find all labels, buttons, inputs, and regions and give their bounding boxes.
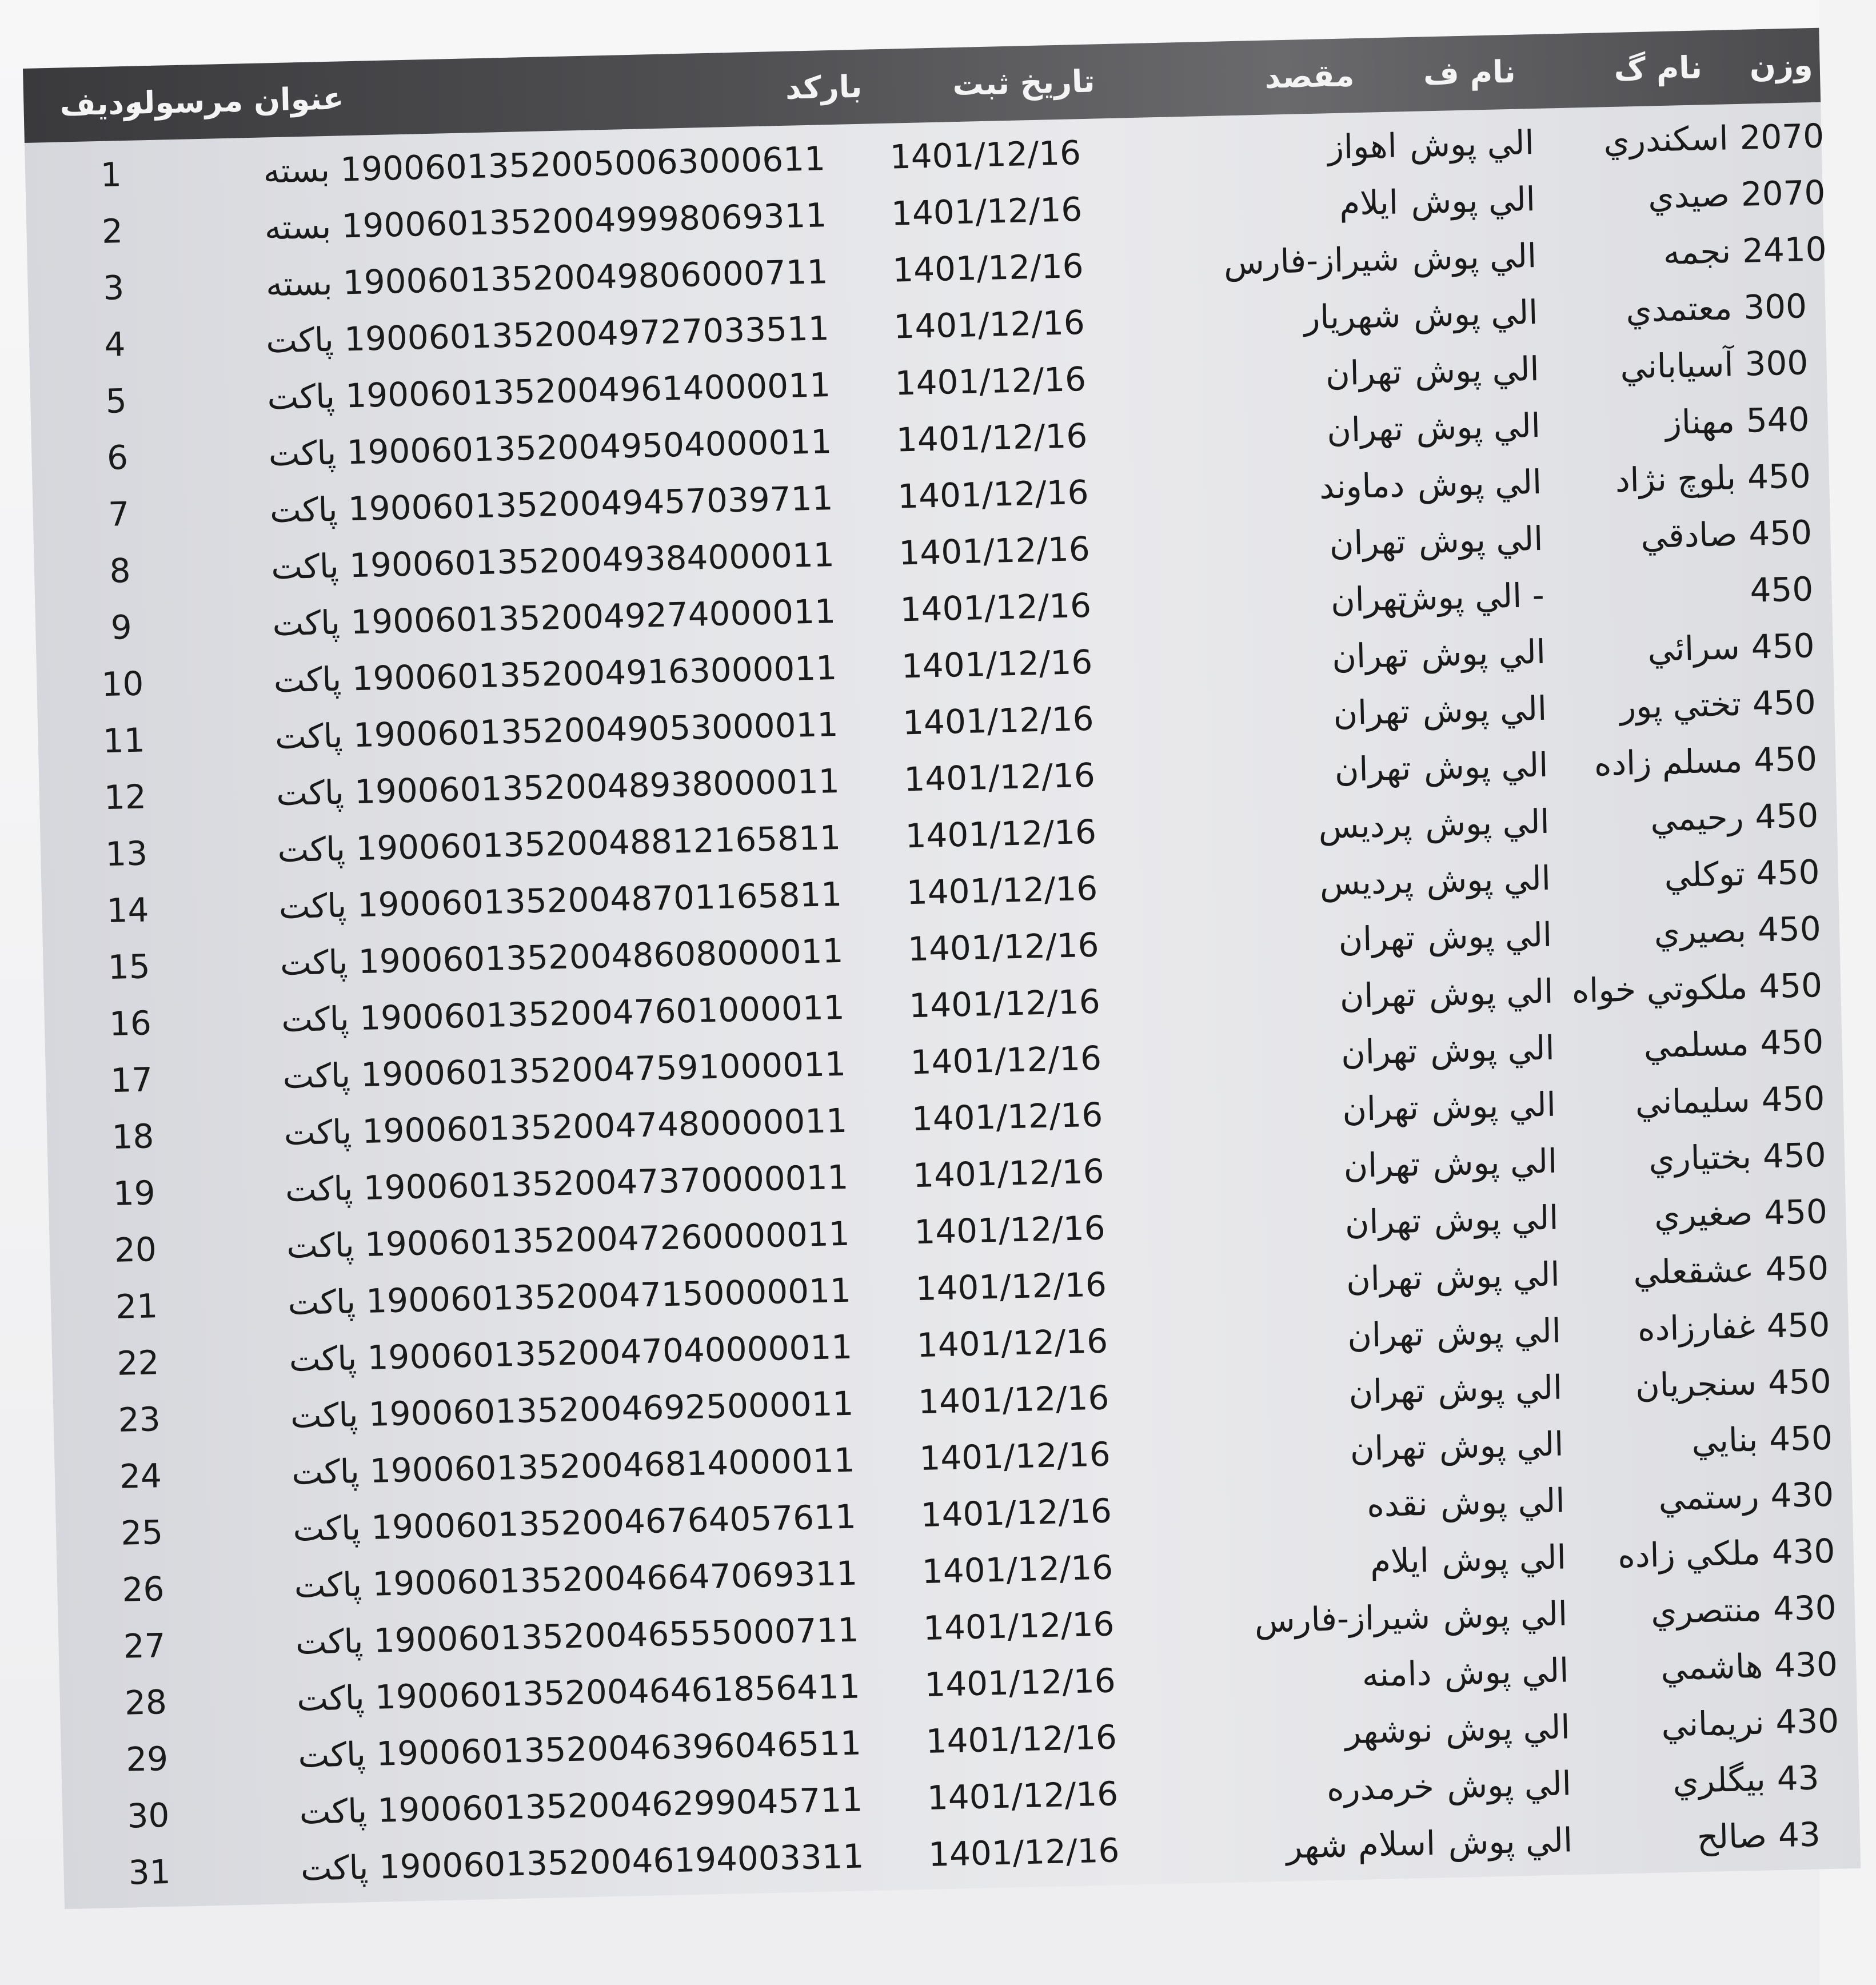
row-first-name: الي پوش (1424, 802, 1550, 844)
row-date: 1401/12/16 (894, 359, 1087, 403)
row-index: 28 (124, 1683, 167, 1723)
row-date: 1401/12/16 (897, 472, 1089, 516)
row-date: 1401/12/16 (896, 416, 1088, 460)
row-weight: 450 (1749, 569, 1814, 610)
row-weight: 430 (1775, 1701, 1839, 1742)
row-last-name: صالح (1697, 1816, 1767, 1857)
row-date: 1401/12/16 (921, 1548, 1113, 1591)
row-destination: تهران (1325, 352, 1403, 393)
row-date: 1401/12/16 (892, 246, 1084, 290)
row-weight: 450 (1762, 1135, 1827, 1176)
row-weight: 450 (1758, 966, 1823, 1006)
row-last-name: منتصري (1650, 1589, 1762, 1632)
row-first-name: الي پوش (1444, 1651, 1570, 1693)
row-destination: دماوند (1319, 465, 1405, 507)
row-destination: اهواز (1327, 126, 1398, 167)
row-date: 1401/12/16 (920, 1491, 1112, 1535)
row-index: 23 (117, 1400, 161, 1440)
row-first-name: الي پوش (1440, 1481, 1566, 1523)
row-first-name: الي پوش (1428, 971, 1554, 1014)
row-first-name: الي پوش (1439, 1424, 1564, 1466)
header-last-name: نام گ (1613, 49, 1703, 87)
row-index: 7 (107, 494, 130, 534)
row-address: 19006013520049163000011 پاکت (273, 648, 837, 700)
row-destination: تهران (1349, 1427, 1427, 1468)
row-destination: تهران (1348, 1370, 1426, 1412)
row-address: 19006013520048608000011 پاکت (280, 931, 844, 983)
row-first-name: الي پوش (1432, 1141, 1558, 1183)
row-last-name: سليماني (1634, 1080, 1751, 1122)
row-date: 1401/12/16 (891, 190, 1083, 233)
row-date: 1401/12/16 (915, 1265, 1107, 1309)
row-weight: 450 (1752, 683, 1817, 723)
row-weight: 430 (1771, 1531, 1836, 1572)
row-address: 19006013520048701165811 پاکت (278, 874, 843, 927)
row-address: 19006013520047480000011 پاکت (284, 1101, 848, 1153)
row-last-name: مهناز (1665, 401, 1735, 442)
row-index: 18 (111, 1117, 155, 1157)
row-index: 10 (101, 664, 145, 704)
row-first-name: الي پوش (1410, 180, 1536, 221)
row-weight: 450 (1755, 852, 1821, 893)
row-destination: ايلام (1339, 182, 1399, 223)
row-index: 26 (121, 1569, 165, 1609)
row-weight: 2410 (1742, 229, 1827, 270)
row-weight: 450 (1763, 1191, 1828, 1233)
row-destination: نقده (1366, 1484, 1428, 1525)
row-weight: 450 (1757, 909, 1822, 950)
row-destination: تهران (1342, 1088, 1419, 1129)
row-first-name: الي پوش (1426, 858, 1551, 900)
row-first-name: الي پوش (1415, 405, 1541, 448)
row-first-name: الي پوش (1441, 1537, 1567, 1580)
row-first-name: الي پوش (1427, 915, 1552, 957)
row-last-name: صادقي (1640, 515, 1738, 556)
row-last-name: آسياباني (1619, 345, 1734, 386)
row-index: 16 (109, 1003, 152, 1043)
row-destination: شيراز-فارس (1254, 1597, 1431, 1640)
row-first-name: الي پوش (1416, 462, 1542, 504)
row-first-name: الي پوش (1431, 1085, 1556, 1127)
row-index: 29 (125, 1739, 169, 1779)
row-weight: 300 (1744, 343, 1809, 384)
header-barcode: بارکد (785, 68, 863, 106)
row-last-name: غفارزاده (1637, 1306, 1756, 1349)
row-last-name: توکلي (1663, 854, 1746, 895)
row-weight: 430 (1774, 1644, 1838, 1685)
row-date: 1401/12/16 (919, 1434, 1111, 1478)
row-address: 19006013520046647069311 پاکت (293, 1553, 858, 1605)
row-address: 19006013520046555000711 پاکت (295, 1610, 860, 1662)
row-date: 1401/12/16 (893, 302, 1085, 346)
row-address: 19006013520046814000011 پاکت (291, 1440, 856, 1492)
row-first-name: - الي پوش (1397, 575, 1545, 618)
row-last-name: ملکي زاده (1617, 1533, 1761, 1576)
row-date: 1401/12/16 (901, 642, 1093, 686)
row-last-name: رحيمي (1650, 798, 1745, 839)
row-last-name: سنجريان (1635, 1363, 1757, 1405)
row-destination: تهران (1339, 975, 1417, 1016)
row-first-name: الي پوش (1423, 745, 1549, 787)
row-weight: 450 (1748, 513, 1813, 553)
row-index: 25 (120, 1513, 163, 1553)
row-date: 1401/12/16 (927, 1774, 1119, 1817)
row-address: 19006013520048938000011 پاکت (276, 761, 840, 814)
row-index: 11 (102, 720, 146, 761)
row-last-name: مسلمي (1643, 1023, 1750, 1066)
row-destination: تهران (1332, 692, 1410, 733)
header-destination: مقصد (1264, 57, 1355, 95)
row-index: 1 (100, 155, 122, 194)
row-address: 19006013520048812165811 پاکت (277, 818, 841, 870)
row-address: 19006013520047260000011 پاکت (286, 1214, 851, 1266)
row-address: 19006013520049053000011 پاکت (274, 704, 839, 757)
row-index: 30 (126, 1795, 170, 1836)
row-destination: تهران (1340, 1031, 1418, 1073)
row-index: 31 (127, 1852, 171, 1892)
row-index: 13 (105, 834, 148, 874)
row-weight: 450 (1750, 626, 1815, 667)
row-date: 1401/12/16 (907, 925, 1100, 969)
row-index: 19 (113, 1173, 156, 1213)
row-destination: دامنه (1361, 1653, 1432, 1695)
row-date: 1401/12/16 (917, 1378, 1110, 1422)
row-date: 1401/12/16 (925, 1717, 1117, 1761)
row-destination: ايلام (1370, 1540, 1430, 1581)
row-last-name: بيگلري (1672, 1759, 1766, 1801)
row-first-name: الي پوش (1413, 292, 1539, 334)
row-index: 6 (106, 438, 129, 477)
row-destination: شهريار (1303, 296, 1402, 337)
row-last-name: ملکوتي خواه (1571, 967, 1748, 1010)
row-index: 5 (105, 381, 127, 421)
row-destination: تهران (1326, 409, 1404, 450)
row-weight: 450 (1769, 1418, 1833, 1459)
row-index: 4 (103, 325, 126, 364)
row-index: 2 (101, 212, 123, 251)
row-date: 1401/12/16 (889, 133, 1081, 177)
row-index: 14 (106, 890, 150, 931)
row-address: 19006013520047150000011 پاکت (287, 1270, 852, 1323)
row-first-name: الي پوش (1411, 236, 1537, 278)
row-last-name: سرائي (1647, 628, 1741, 669)
row-date: 1401/12/16 (909, 1038, 1102, 1082)
row-date: 1401/12/16 (923, 1604, 1115, 1648)
row-address: 19006013520046925000011 پاکت (290, 1384, 855, 1436)
row-first-name: الي پوش (1447, 1820, 1573, 1863)
row-destination: شيراز-فارس (1223, 239, 1400, 282)
row-destination: تهران (1346, 1258, 1423, 1299)
row-weight: 43 (1776, 1758, 1820, 1799)
row-date: 1401/12/16 (906, 868, 1098, 912)
row-index: 21 (115, 1286, 158, 1326)
row-address: 19006013520049727033511 پاکت (265, 309, 830, 361)
header-index: رديف (59, 85, 142, 123)
row-date: 1401/12/16 (908, 982, 1101, 1026)
shipment-table (23, 28, 1861, 1909)
printed-sheet (23, 28, 1861, 1909)
row-date: 1401/12/16 (899, 585, 1092, 629)
row-date: 1401/12/16 (903, 755, 1096, 799)
row-destination: تهران (1334, 748, 1412, 790)
row-first-name: الي پوش (1446, 1764, 1572, 1806)
row-first-name: الي پوش (1442, 1594, 1568, 1636)
row-destination: تهران (1330, 579, 1408, 620)
row-last-name (1543, 563, 1739, 623)
header-first-name: نام ف (1423, 53, 1516, 92)
row-date: 1401/12/16 (912, 1151, 1105, 1195)
row-weight: 2070 (1740, 173, 1826, 214)
row-last-name: صغيري (1654, 1193, 1753, 1235)
row-address: 19006013520046764057611 پاکت (292, 1497, 857, 1549)
row-date: 1401/12/16 (928, 1831, 1120, 1874)
row-address: 19006013520046194003311 پاکت (300, 1836, 865, 1888)
header-address: عنوان مرسوله (124, 80, 345, 121)
row-first-name: الي پوش (1436, 1311, 1562, 1353)
row-weight: 450 (1765, 1248, 1829, 1289)
row-address: 19006013520050063000611 بسته (262, 139, 826, 191)
row-date: 1401/12/16 (911, 1095, 1103, 1139)
row-first-name: الي پوش (1409, 123, 1535, 165)
row-last-name: بنايي (1691, 1420, 1758, 1461)
row-destination: تهران (1329, 522, 1407, 563)
row-weight: 450 (1747, 456, 1811, 497)
row-address: 19006013520046299045711 پاکت (298, 1780, 863, 1832)
row-index: 22 (116, 1343, 160, 1383)
row-address: 19006013520049998069311 بسته (264, 196, 827, 248)
row-first-name: الي پوش (1414, 349, 1540, 391)
row-weight: 450 (1753, 739, 1818, 780)
row-address: 19006013520046461856411 پاکت (296, 1667, 861, 1719)
row-last-name: بصيري (1653, 910, 1747, 952)
row-last-name: بلوچ نژاد (1614, 458, 1737, 500)
row-weight: 450 (1767, 1361, 1832, 1402)
row-address: 19006013520049806000711 بسته (265, 252, 829, 304)
row-destination: پرديس (1319, 862, 1414, 903)
row-last-name: نريماني (1661, 1703, 1765, 1744)
row-weight: 450 (1759, 1022, 1824, 1063)
row-address: 19006013520047370000011 پاکت (285, 1157, 849, 1210)
row-last-name: عشقعلي (1632, 1250, 1755, 1292)
row-index: 12 (103, 777, 147, 818)
row-destination: پرديس (1318, 805, 1413, 846)
row-date: 1401/12/16 (916, 1321, 1108, 1365)
row-first-name: الي پوش (1445, 1707, 1571, 1749)
row-first-name: الي پوش (1420, 632, 1546, 674)
row-destination: نوشهر (1344, 1710, 1434, 1752)
row-first-name: الي پوش (1435, 1254, 1560, 1297)
row-address: 19006013520046396046511 پاکت (297, 1723, 862, 1775)
row-date: 1401/12/16 (924, 1661, 1116, 1704)
row-address: 19006013520047601000011 پاکت (281, 987, 845, 1040)
row-weight: 43 (1778, 1815, 1821, 1855)
row-weight: 450 (1766, 1305, 1831, 1346)
row-index: 27 (122, 1626, 166, 1666)
row-last-name: بختياري (1648, 1137, 1752, 1178)
row-address: 19006013520049384000011 پاکت (270, 535, 835, 587)
row-destination: اسلام شهر (1286, 1823, 1436, 1866)
row-index: 8 (109, 551, 131, 591)
row-last-name: اسکندري (1603, 118, 1729, 161)
row-index: 24 (119, 1456, 162, 1496)
row-first-name: الي پوش (1430, 1028, 1555, 1070)
row-address: 19006013520049504000011 پاکت (268, 422, 832, 474)
header-weight: وزن (1749, 46, 1814, 85)
row-weight: 540 (1745, 400, 1810, 440)
row-index: 9 (110, 607, 133, 647)
row-last-name: نجمه (1663, 232, 1731, 272)
row-date: 1401/12/16 (898, 529, 1091, 573)
header-date: تاريخ ثبت (952, 63, 1096, 103)
row-first-name: الي پوش (1418, 519, 1544, 561)
row-address: 19006013520049614000011 پاکت (266, 365, 831, 417)
row-date: 1401/12/16 (902, 699, 1095, 743)
row-last-name: صيدي (1647, 175, 1730, 216)
row-destination: تهران (1331, 635, 1409, 676)
row-weight: 430 (1773, 1588, 1837, 1629)
row-index: 15 (107, 947, 151, 987)
row-last-name: مسلم زاده (1594, 741, 1743, 783)
row-destination: خرمدره (1326, 1767, 1435, 1809)
row-date: 1401/12/16 (904, 812, 1097, 856)
row-destination: تهران (1343, 1145, 1420, 1186)
row-last-name: معتمدي (1625, 288, 1733, 330)
row-first-name: الي پوش (1437, 1368, 1563, 1410)
row-destination: تهران (1344, 1201, 1422, 1242)
row-last-name: رستمي (1658, 1476, 1760, 1518)
row-weight: 450 (1761, 1078, 1826, 1119)
row-address: 19006013520049274000011 پاکت (272, 591, 836, 644)
row-weight: 2070 (1739, 116, 1825, 157)
row-last-name: هاشمي (1660, 1646, 1763, 1688)
row-index: 3 (102, 268, 125, 308)
row-address: 19006013520047591000011 پاکت (282, 1044, 847, 1097)
row-weight: 450 (1754, 796, 1819, 836)
row-index: 17 (110, 1060, 153, 1100)
row-destination: تهران (1338, 918, 1415, 959)
row-weight: 430 (1770, 1474, 1834, 1516)
row-weight: 300 (1743, 286, 1807, 327)
row-destination: تهران (1347, 1314, 1424, 1355)
row-date: 1401/12/16 (913, 1208, 1106, 1252)
row-last-name: تختي پور (1619, 684, 1742, 726)
row-address: 19006013520047040000011 پاکت (289, 1327, 853, 1380)
row-index: 20 (114, 1230, 157, 1270)
row-first-name: الي پوش (1434, 1198, 1559, 1240)
row-first-name: الي پوش (1422, 688, 1547, 731)
row-address: 19006013520049457039711 پاکت (269, 479, 834, 531)
